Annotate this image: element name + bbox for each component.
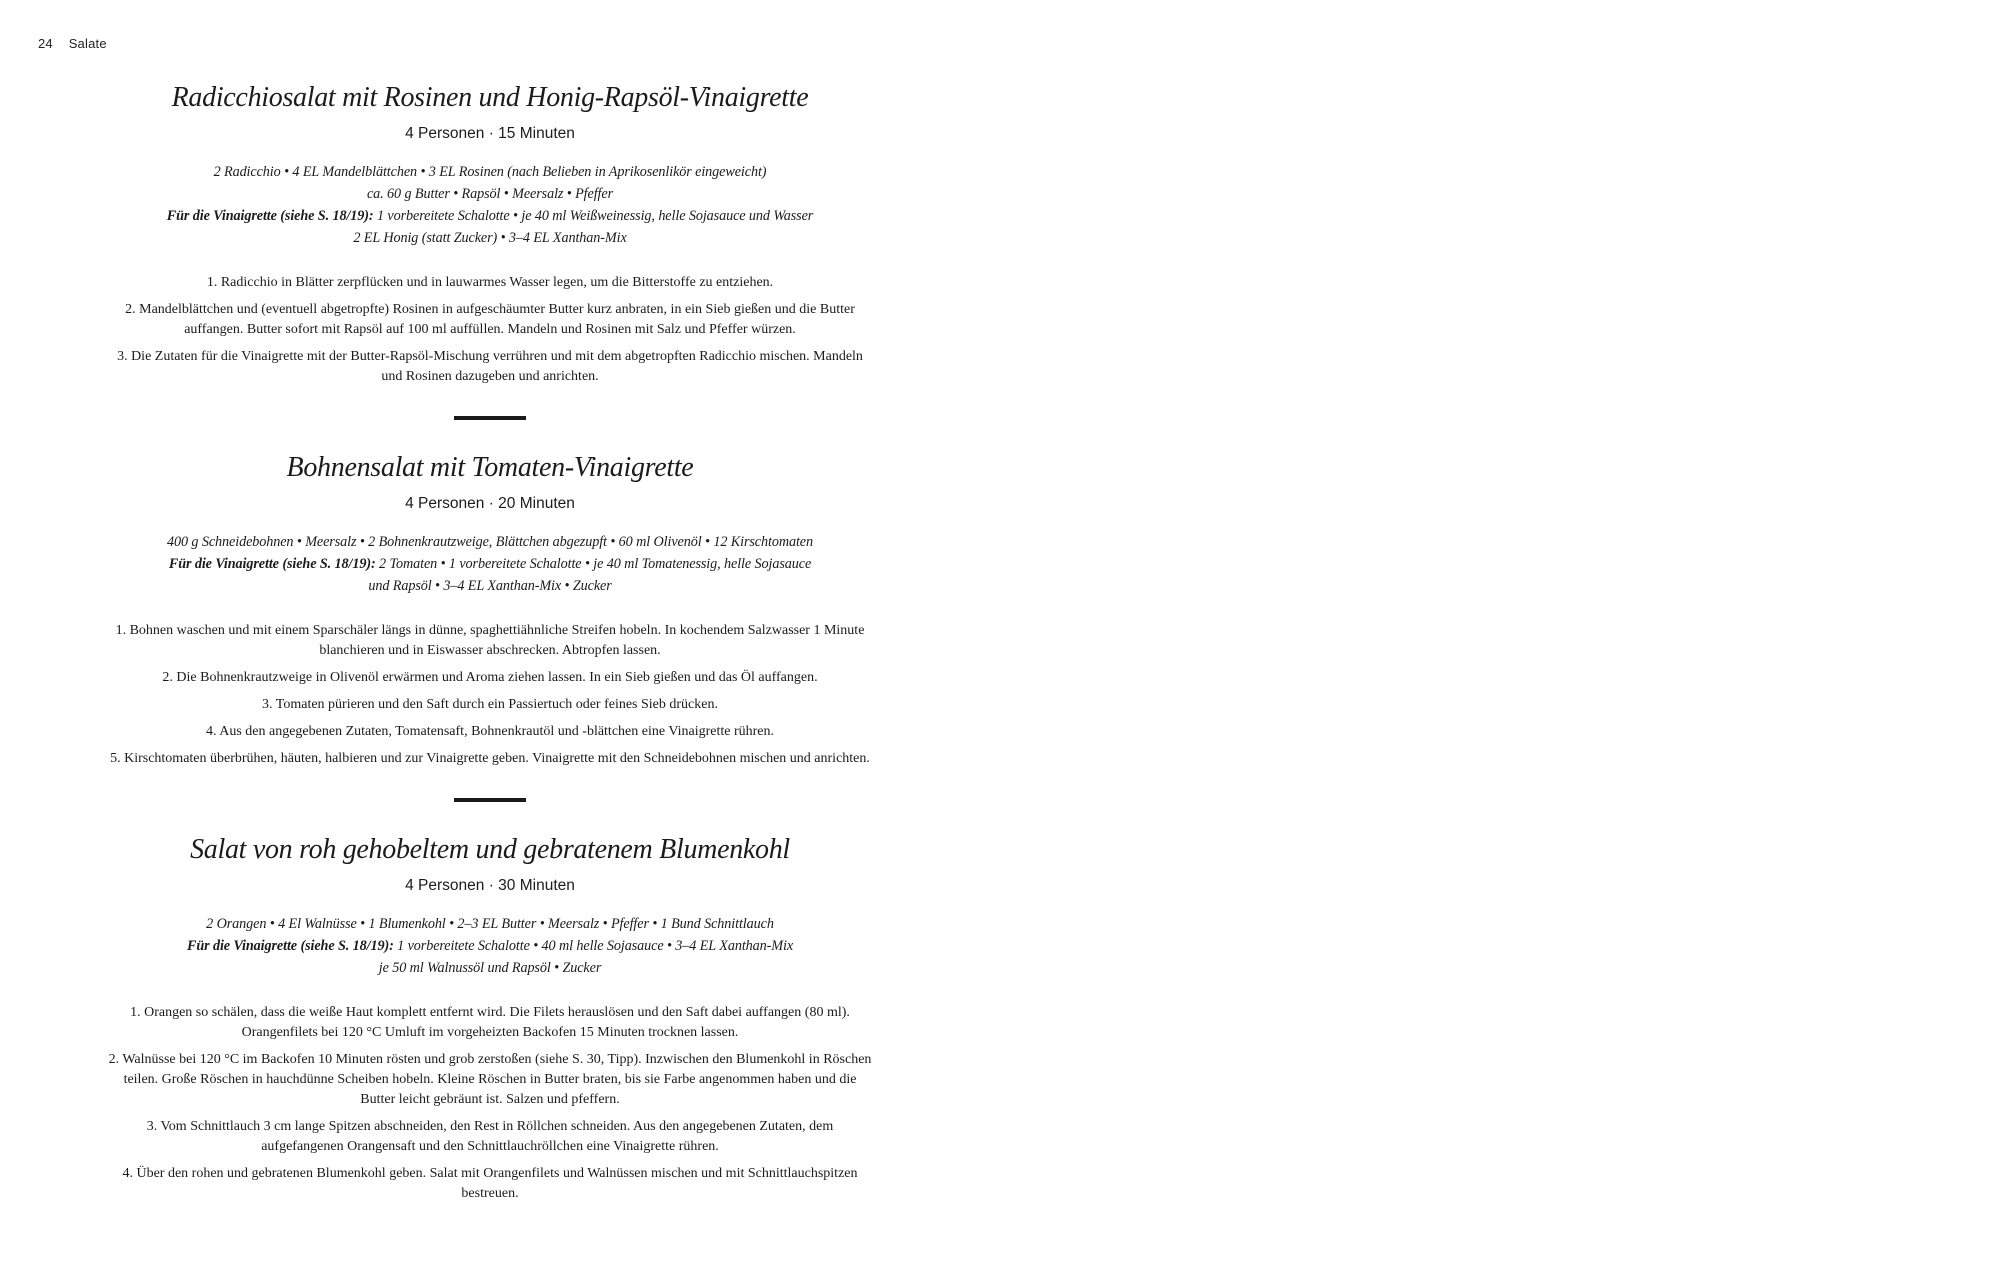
recipe-step: 1. Radicchio in Blätter zerpflücken und in lauwarmes Wasser legen, um die Bitterstoffe zu entziehen. (206, 275, 774, 290)
section-divider (454, 416, 526, 420)
recipe-step: 2. Walnüsse bei 120 °C im Backofen 10 Minuten rösten und grob zerstoßen (siehe S. 30, Tipp). Inzwischen den Blumenkohl in Röschen teilen. Große Röschen in hauchdünne Scheiben hobeln. Kleine Röschen in Butter braten, bis sie Farbe angenommen haben und die Butter leicht gebräunt ist. Salzen und pfeffern. (108, 1052, 872, 1107)
ingredient-line: ca. 60 g Butter • Rapsöl • Meersalz • Pfeffer (366, 186, 614, 202)
ingredient-text: 1 vorbereitete Schalotte • je 40 ml Weißweinessig, helle Sojasauce und Wasser (373, 208, 814, 224)
recipe-step: 3. Die Zutaten für die Vinaigrette mit der Butter-Rapsöl-Mischung verrühren und mit dem abgetropften Radicchio mischen. Mandeln und Rosinen dazugeben und anrichten. (117, 349, 863, 384)
step-list (105, 621, 875, 769)
vinaigrette-label: Für die Vinaigrette (siehe S. 18/19): (166, 208, 374, 224)
recipe-step: 2. Die Bohnenkrautzweige in Olivenöl erwärmen und Aroma ziehen lassen. In ein Sieb gießen und das Öl auffangen. (162, 670, 818, 685)
recipe-bohnensalat (105, 450, 875, 769)
ingredient-line (105, 553, 875, 575)
ingredient-line: 2 EL Honig (statt Zucker) • 3–4 EL Xanthan-Mix (353, 230, 627, 246)
recipe-blumenkohlsalat (105, 832, 875, 1204)
recipe-step: 4. Über den rohen und gebratenen Blumenkohl geben. Salat mit Orangenfilets und Walnüssen mischen und mit Schnittlauchspitzen bestreuen. (122, 1166, 858, 1201)
recipe-radicchiosalat (105, 80, 875, 387)
running-head (38, 36, 107, 51)
ingredient-list (105, 161, 875, 249)
recipe-title: Salat von roh gehobeltem und gebratenem Blumenkohl (190, 834, 790, 865)
vinaigrette-label: Für die Vinaigrette (siehe S. 18/19): (168, 556, 376, 572)
recipe-step: 4. Aus den angegebenen Zutaten, Tomatensaft, Bohnenkrautöl und -blättchen eine Vinaigrette rühren. (206, 724, 774, 739)
recipe-step: 1. Bohnen waschen und mit einem Sparschäler längs in dünne, spaghettiähnliche Streifen hobeln. In kochendem Salzwasser 1 Minute blanchieren und in Eiswasser abschrecken. Abtropfen lassen. (115, 623, 865, 658)
ingredient-list (105, 531, 875, 597)
ingredient-line (105, 205, 875, 227)
vinaigrette-label: Für die Vinaigrette (siehe S. 18/19): (186, 938, 394, 954)
page-number: 24 (38, 36, 53, 51)
recipe-step: 3. Vom Schnittlauch 3 cm lange Spitzen abschneiden, den Rest in Röllchen schneiden. Aus den angegebenen Zutaten, dem aufgefangenen Orangensaft und den Schnittlauchröllchen eine Vinaigrette rühren. (146, 1119, 834, 1154)
recipe-title: Bohnensalat mit Tomaten-Vinaigrette (286, 452, 694, 483)
section-divider (454, 798, 526, 802)
recipe-step: 2. Mandelblättchen und (eventuell abgetropfte) Rosinen in aufgeschäumter Butter kurz anbraten, in ein Sieb gießen und die Butter auffangen. Butter sofort mit Rapsöl auf 100 ml auffüllen. Mandeln und Rosinen mit Salz und Pfeffer würzen. (125, 302, 855, 337)
ingredient-line: 2 Orangen • 4 El Walnüsse • 1 Blumenkohl • 2–3 EL Butter • Meersalz • Pfeffer • 1 Bund Schnittlauch (206, 916, 774, 932)
recipe-meta: 4 Personen · 30 Minuten (405, 877, 575, 894)
ingredient-line: 2 Radicchio • 4 EL Mandelblättchen • 3 EL Rosinen (nach Belieben in Aprikosenlikör eingeweicht) (213, 164, 767, 180)
ingredient-line: je 50 ml Walnussöl und Rapsöl • Zucker (378, 960, 602, 976)
recipe-column (105, 80, 875, 1211)
ingredient-text: 2 Tomaten • 1 vorbereitete Schalotte • je 40 ml Tomatenessig, helle Sojasauce (375, 556, 812, 572)
step-list (105, 1003, 875, 1204)
ingredient-list (105, 913, 875, 979)
section-title: Salate (68, 36, 107, 51)
step-list (105, 273, 875, 387)
recipe-meta: 4 Personen · 20 Minuten (405, 495, 575, 512)
ingredient-line (105, 935, 875, 957)
recipe-step: 5. Kirschtomaten überbrühen, häuten, halbieren und zur Vinaigrette geben. Vinaigrette mit den Schneidebohnen mischen und anrichten. (110, 751, 870, 766)
recipe-meta: 4 Personen · 15 Minuten (405, 125, 575, 142)
recipe-title: Radicchiosalat mit Rosinen und Honig-Rapsöl-Vinaigrette (171, 82, 809, 113)
ingredient-line: 400 g Schneidebohnen • Meersalz • 2 Bohnenkrautzweige, Blättchen abgezupft • 60 ml Olivenöl • 12 Kirschtomaten (166, 534, 814, 550)
recipe-step: 1. Orangen so schälen, dass die weiße Haut komplett entfernt wird. Die Filets herauslösen und den Saft dabei auffangen (80 ml). Orangenfilets bei 120 °C Umluft im vorgeheizten Backofen 15 Minuten trocknen lassen. (130, 1005, 850, 1040)
recipe-step: 3. Tomaten pürieren und den Saft durch ein Passiertuch oder feines Sieb drücken. (262, 697, 718, 712)
ingredient-text: 1 vorbereitete Schalotte • 40 ml helle Sojasauce • 3–4 EL Xanthan-Mix (393, 938, 794, 954)
ingredient-line: und Rapsöl • 3–4 EL Xanthan-Mix • Zucker (368, 578, 612, 594)
